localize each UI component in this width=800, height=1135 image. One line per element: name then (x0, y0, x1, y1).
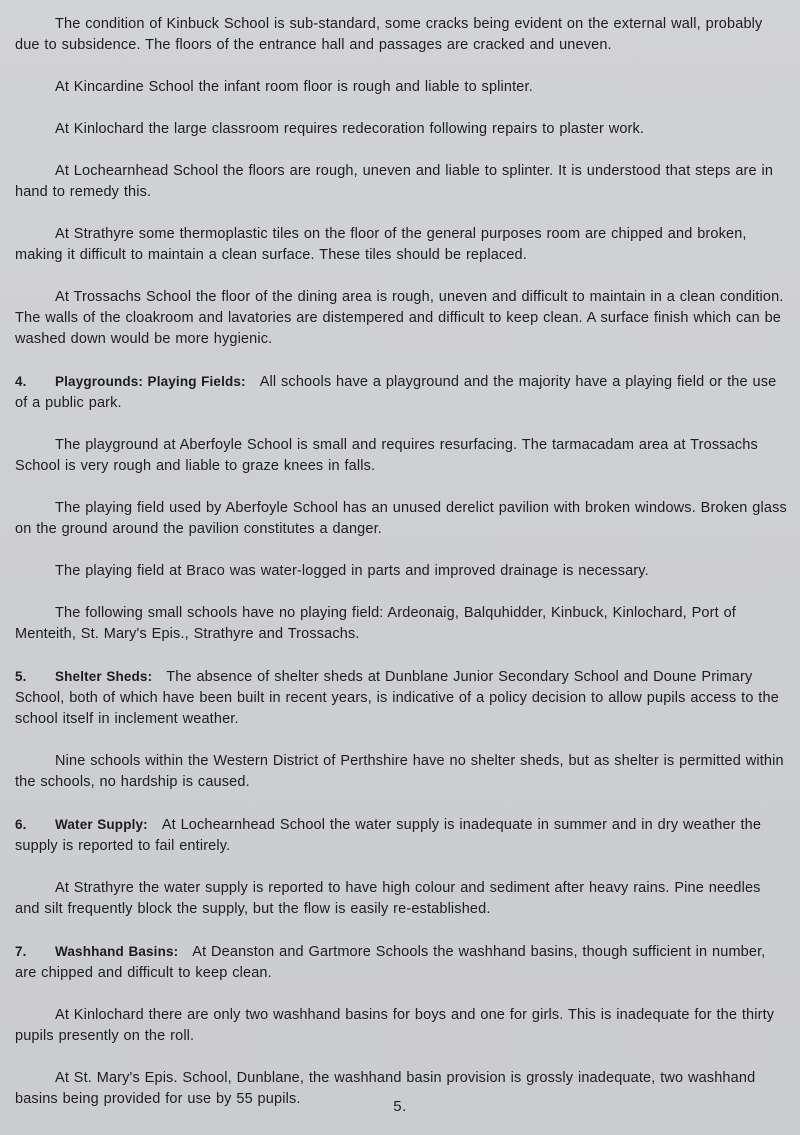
section-title: Shelter Sheds: (55, 669, 153, 684)
section-title: Water Supply: (55, 817, 148, 832)
section-number: 6. (15, 817, 27, 832)
section-5-intro (15, 666, 787, 730)
section-intro-text: The absence of shelter sheds at Dunblane Junior Secondary School and Doune Primary School, both of which have been built in recent years, is indicative of a policy decision to allow pupils access to the school itself in inclement weather. (15, 669, 779, 727)
section-number: 4. (15, 374, 27, 389)
section-6-intro (15, 814, 787, 857)
paragraph-trossachs-dining: At Trossachs School the floor of the dining area is rough, uneven and difficult to maintain in a clean condition. The walls of the cloakroom and lavatories are distempered and difficult to keep clean. A surface finish which can be washed down would be more hygienic. (15, 289, 784, 347)
section-7-intro (15, 941, 787, 984)
paragraph-kinbuck: The condition of Kinbuck School is sub-standard, some cracks being evident on the external wall, probably due to subsidence. The floors of the entrance hall and passages are cracked and uneven. (15, 16, 763, 53)
section-title: Washhand Basins: (55, 944, 179, 959)
section-number: 5. (15, 669, 27, 684)
section-number: 7. (15, 944, 27, 959)
paragraph-aberfoyle-playground: The playground at Aberfoyle School is small and requires resurfacing. The tarmacadam area at Trossachs School is very rough and liable to graze knees in falls. (15, 437, 758, 474)
paragraph-no-playing-field: The following small schools have no playing field: Ardeonaig, Balquhidder, Kinbuck, Kinlochard, Port of Menteith, St. Mary's Epis., Strathyre and Trossachs. (15, 605, 736, 642)
section-intro-text: At Lochearnhead School the water supply is inadequate in summer and in dry weather the supply is reported to fail entirely. (15, 817, 762, 854)
paragraph-no-shelter-sheds: Nine schools within the Western District of Perthshire have no shelter sheds, but as shelter is permitted within the schools, no hardship is caused. (15, 753, 784, 790)
paragraph-kinlochard-classroom: At Kinlochard the large classroom requires redecoration following repairs to plaster work. (55, 121, 645, 137)
section-intro-text: At Deanston and Gartmore Schools the washhand basins, though sufficient in number, are chipped and difficult to keep clean. (15, 944, 766, 981)
section-title: Playgrounds: Playing Fields: (55, 374, 246, 389)
paragraph-st-marys-basins: At St. Mary's Epis. School, Dunblane, the washhand basin provision is grossly inadequate, two washhand basins being provided for use by 55 pupils. (15, 1070, 756, 1107)
paragraph-kinlochard-basins: At Kinlochard there are only two washhand basins for boys and one for girls. This is inadequate for the thirty pupils presently on the roll. (15, 1007, 775, 1044)
paragraph-aberfoyle-pavilion: The playing field used by Aberfoyle School has an unused derelict pavilion with broken windows. Broken glass on the ground around the pavilion constitutes a danger. (15, 500, 787, 537)
paragraph-strathyre-water: At Strathyre the water supply is reported to have high colour and sediment after heavy rains. Pine needles and silt frequently block the supply, but the flow is easily re-established. (15, 880, 761, 917)
paragraph-braco-field: The playing field at Braco was water-logged in parts and improved drainage is necessary. (55, 563, 649, 579)
paragraph-strathyre-tiles: At Strathyre some thermoplastic tiles on the floor of the general purposes room are chipped and broken, making it difficult to maintain a clean surface. These tiles should be replaced. (15, 226, 747, 263)
section-4-intro (15, 371, 787, 414)
paragraph-kincardine: At Kincardine School the infant room floor is rough and liable to splinter. (55, 79, 533, 95)
paragraph-lochearnhead-floors: At Lochearnhead School the floors are rough, uneven and liable to splinter. It is understood that steps are in hand to remedy this. (15, 163, 774, 200)
page-number: 5. (393, 1098, 407, 1115)
section-intro-text: All schools have a playground and the majority have a playing field or the use of a public park. (15, 374, 777, 411)
document-body (15, 14, 787, 1131)
